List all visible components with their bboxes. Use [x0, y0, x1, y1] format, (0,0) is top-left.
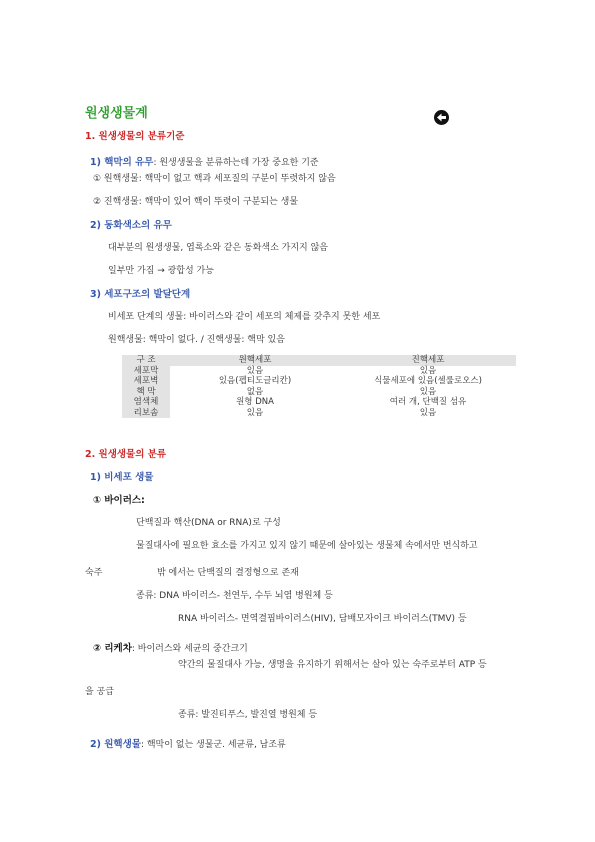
- sub-heading-text: : 원생생물을 분류하는데 가장 중요한 기준: [153, 158, 319, 168]
- text-line: 숙주: [85, 568, 103, 578]
- table-header-cell: 진핵세포: [340, 355, 516, 366]
- table-cell: 세포막: [122, 366, 170, 377]
- table-cell: 있음: [419, 365, 437, 376]
- text-line: 밖 에서는 단백질의 결정형으로 존재: [157, 568, 299, 578]
- page-title: 원생생물계: [85, 106, 148, 121]
- table-row: [122, 408, 516, 419]
- table-cell: 있음: [246, 407, 264, 418]
- list-item: ① 원핵생물: 핵막이 없고 핵과 세포질의 구분이 뚜렷하지 않음: [93, 174, 336, 184]
- table-cell: 원형 DNA: [236, 397, 274, 407]
- table-cell: 세포벽: [122, 376, 170, 387]
- sub-heading: 2) 동화색소의 유무: [90, 220, 172, 231]
- table-cell: 없음: [246, 386, 264, 397]
- text-line: 약간의 물질대사 가능, 생명을 유지하기 위해서는 살아 있는 숙주로부터 ATP 등: [178, 660, 487, 670]
- table-cell: 있음: [246, 365, 264, 376]
- text-line: 종류: 발진티푸스, 발진열 병원체 등: [178, 710, 318, 720]
- section2-heading: 2. 원생생물의 분류: [85, 449, 167, 460]
- sub-heading: 1) 핵막의 유무: [90, 157, 154, 168]
- section1-sub1: [90, 152, 319, 168]
- table-cell: 있음: [419, 386, 437, 397]
- text-line: RNA 바이러스- 면역결핍바이러스(HIV), 담배모자이크 바이러스(TMV) 등: [178, 614, 467, 624]
- sub-heading: 2) 원핵생물: [90, 739, 141, 750]
- table-cell: 식물세포에 있음(셀룰로오스): [374, 376, 482, 386]
- text-line: 물질대사에 필요한 효소를 가지고 있지 않기 때문에 살아있는 생물체 속에서만 번식하고: [136, 541, 478, 551]
- table-header-cell: 원핵세포: [170, 355, 340, 366]
- table-row: [122, 366, 516, 377]
- text-line: 을 공급: [85, 687, 114, 697]
- rickettsia-text: : 바이러스와 세균의 중간크기: [131, 644, 248, 654]
- arrow-left-circle-icon: [436, 112, 447, 123]
- sub-heading: 3) 세포구조의 발달단계: [90, 289, 191, 300]
- section1-heading: 1. 원생생물의 분류기준: [85, 131, 185, 142]
- table-cell: 있음(펩티도글리칸): [218, 376, 292, 386]
- table-cell: 리보솜: [122, 408, 170, 419]
- table-cell: 있음: [419, 407, 437, 418]
- rickettsia-label: ② 리케차: [93, 643, 132, 654]
- rickettsia-row: [93, 638, 248, 654]
- sub-heading: 1) 비세포 생물: [90, 472, 154, 483]
- list-item: ② 진핵생물: 핵막이 있어 핵이 뚜렷이 구분되는 생물: [93, 197, 299, 207]
- table-row: [122, 387, 516, 398]
- text-line: 원핵생물: 핵막이 없다. / 진핵생물: 핵막 있음: [108, 335, 285, 345]
- cell-comparison-table: [122, 355, 516, 418]
- table-row: [122, 376, 516, 387]
- section2-sub2: [90, 734, 286, 750]
- table-header-cell: 구 조: [122, 355, 170, 366]
- table-cell: 염색체: [122, 397, 170, 408]
- table-cell: 핵 막: [122, 387, 170, 398]
- text-line: 종류: DNA 바이러스- 천연두, 수두 뇌염 병원체 등: [136, 591, 333, 601]
- virus-label: ① 바이러스:: [93, 495, 145, 506]
- text-line: 일부만 가짐 → 광합성 가능: [108, 266, 214, 276]
- back-nav-button[interactable]: [434, 110, 449, 125]
- sub-heading-text: : 핵막이 없는 생물군. 세균류, 남조류: [140, 740, 286, 750]
- text-line: 단백질과 핵산(DNA or RNA)로 구성: [136, 518, 281, 528]
- text-line: 비세포 단계의 생물: 바이러스와 같이 세포의 체제를 갖추지 못한 세포: [108, 312, 381, 322]
- table-row: [122, 397, 516, 408]
- table-header-row: [122, 355, 516, 366]
- table-cell: 여러 개, 단백질 섬유: [389, 397, 467, 407]
- text-line: 대부분의 원생생물, 엽록소와 같은 동화색소 가지지 않음: [108, 243, 328, 253]
